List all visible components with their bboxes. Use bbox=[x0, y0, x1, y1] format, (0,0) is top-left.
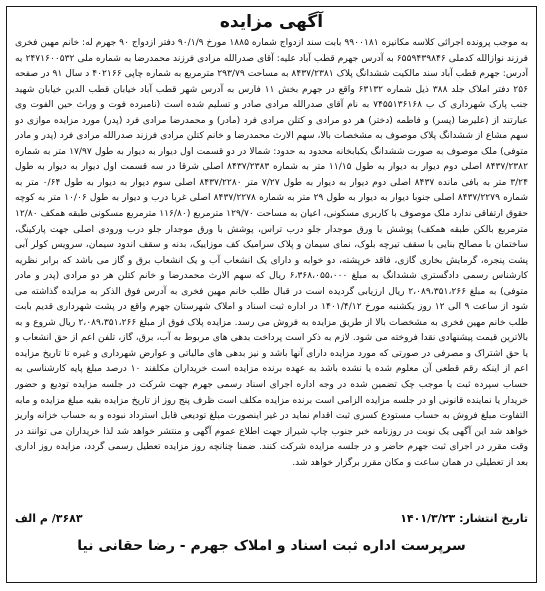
notice-title: آگهی مزایده bbox=[219, 12, 324, 32]
publish-date: تاریخ انتشار: ۱۴۰۱/۳/۲۳ bbox=[400, 512, 528, 525]
notice-meta-row bbox=[15, 512, 528, 528]
reference-code: ۳۶۸۳/ م الف bbox=[15, 512, 83, 525]
notice-body: به موجب پرونده اجرائی کلاسه مکانیزه ۹۹۰۰۱۸۱ بابت سند ازدواج شماره ۱۸۸۵ مورخ ۹۰/۱/۹ دفتر ازدواج ۹۰ جهرم له: خانم مهین فخری فرزند نوازالله کدملی ۶۵۵۹۴۳۹۸۴۶ به آدرس جهرم قطب آباد علیه: آقای صدرالله مرادی فرزند محمدرضا به شماره ملی ۲۴۷۱۶۰۰۵۳۲ به آدرس: جهرم قطب آباد سند مالکیت ششدانگ پلاک ۸۴۳۷/۲۳۸۱ به مساحت ۲۹۳/۷۹ مترمربع به شماره چاپی ۴۰۲۱۶۶ د سال ۹۱ در صفحه ۲۵۶ دفتر املاک جلد ۳۸۸ ذیل شماره ۶۳۱۳۲ واقع در جهرم بخش ۱۱ فارس به آدرس شهر قطب آباد خیابان قطب الدین خیابان شهید جنب پارک شهرداری ک ب ۷۴۵۵۱۳۶۱۶۸ به نام آقای صدرالله مرادی صادر و تسلیم شده است (نامبرده فوت و وراث حین الفوت وی عبارتند از (علیرضا (پسر) و فاطمه (دختر) هر دو مرادی و کتلن مرادی فرد (مادر) و محمدرضا مرادی فرد (پدر) مورد مزایده موازی دو سهم مشاع از ششدانگ پلاک موصوف به مشخصات بالا، سهم الارث محمدرضا و خانم کتلن مرادی فرزند صدرالله مرادی فرد (پدر و مادر متوفی) ملک موصوف به صورت ششدانگ یکبابخانه محدود به حدود: شمالا در دو قسمت اول دیوار به دیوار به طول ۱۷/۹۷ متر به شماره ۸۴۳۷/۲۳۸۲ اصلی دوم دیوار به دیوار به طول ۱۱/۱۵ متر به شماره ۸۴۳۷/۲۳۸۳ اصلی شرقا در سه قسمت اول دیوار به دیوار به طول ۳/۲۴ متر به بافی مانده ۸۴۳۷ اصلی دوم دیوار به دیوار به طول ۷/۲۷ متر ۸۴۳۷/۲۲۸۰ اصلی سوم دیوار به دیوار به طول ۰/۶۴ متر به شماره ۸۴۳۷/۲۲۷۹ اصلی جنوبا دیوار به دیوار به طول ۲۹ متر به شماره ۸۴۳۷/۲۲۷۸ اصلی غربا درب و دیوار به طول ۱۰/۰۶ متر به کوچه حقوق ارتفاقی ندارد ملک موصوف با کاربری مسکونی، اعیان به مساحت ۱۲۹/۷۰ مترمربع (۱۱۶/۸۰ مترمربع مسکونی طبقه همکف ۱۲/۸۰ مترمربع بالکن طبقه همکف) پوشش با ورق موجدار جلو درب تراس، پوشش با ورق موجدار جلو درب ورودی اصلی جهت پارکینگ، ساختمان با مصالح بنایی با سقف تیرچه بلوک، نمای سیمان و پلاک سرامیک کف موزاییک، بدنه و سقف اندود سیمان، سرویس کولر آبی پشت پنجره، گرمایش بخاری گازی، فاقد خرپشته، دو خوابه و دارای یک انشعاب آب و یک انشعاب برق و گاز می باشد که برابر نظریه کارشناس رسمی دادگستری ششدانگ به مبلغ ۶،۳۶۸،۰۵۵،۰۰۰ ریال که سهم الارث محمدرضا و خانم کتلن هر دو مرادی (پدر و مادر متوفی) به مبلغ ۲،۰۸۹،۳۵۱،۲۶۶ ریال ارزیابی گردیده است در قبال طلب خانم مهین فخری به آدرس فوق الذکر به مزایده گذاشته می شود از ساعت ۹ الی ۱۲ روز یکشنبه مورخ ۱۴۰۱/۴/۱۲ در اداره ثبت اسناد و املاک شهرستان جهرم واقع در پشت شهرداری قدیم بابت طلب خانم مهین فخری به مشخصات بالا از طریق مزایده به فروش می رسد. مزایده پلاک فوق از مبلغ ۲،۰۸۹،۳۵۱،۲۶۶ ریال شروع و به بالاترین قیمت پیشنهادی نقدا فروخته می شود. لازم به ذکر است پرداخت بدهی های مربوط به آب، برق، گاز، تلفن اعم از حق انشعاب و یا حق اشتراک و مصرفی در صورتی که مورد مزایده دارای آنها باشد و نیز بدهی های مالیاتی و عوارض شهرداری و غیره تا تاریخ مزایده اعم از اینکه رقم قطعی آن معلوم شده یا نشده باشد به عهده برنده مزایده است خریداران مکلفند ۱۰ درصد مبلغ پایه کارشناسی به حساب سپرده ثبت یا موجب چک تضمین شده در وجه اداره اجرای اسناد رسمی جهرم جهت شرکت در جلسه مزایده تودیع و حضور خریدار یا نماینده قانونی او در جلسه مزایده الزامی است برنده مزایده مکلف است ظرف پنج روز از تاریخ مزایده بقیه مبلغ مزایده و مابه التفاوت مبلغ فروش به حساب مستودع کسری ثبت اقدام نماید در غیر اینصورت مبلغ تودیعی قابل استرداد نبوده و به حساب خزانه واریز خواهد شد این آگهی یک نوبت در روزنامه خبر جنوب چاپ شیراز جهت اطلاع عموم آگهی و منتشر خواهد شد لذا خریداران می توانند در وقت مقرر در اجرای ثبت جهرم حاضر و در جلسه مزایده شرکت کنند. ضمنا چنانچه روز مزایده تعطیل رسمی گردد، مزایده روز اداری بعد از تعطیلی در همان ساعت و مکان مقرر برگزار خواهد شد. bbox=[15, 38, 528, 468]
auction-notice bbox=[6, 6, 537, 583]
notice-signature: سرپرست اداره ثبت اسناد و املاک جهرم - رضا حقانی نیا bbox=[77, 538, 466, 554]
